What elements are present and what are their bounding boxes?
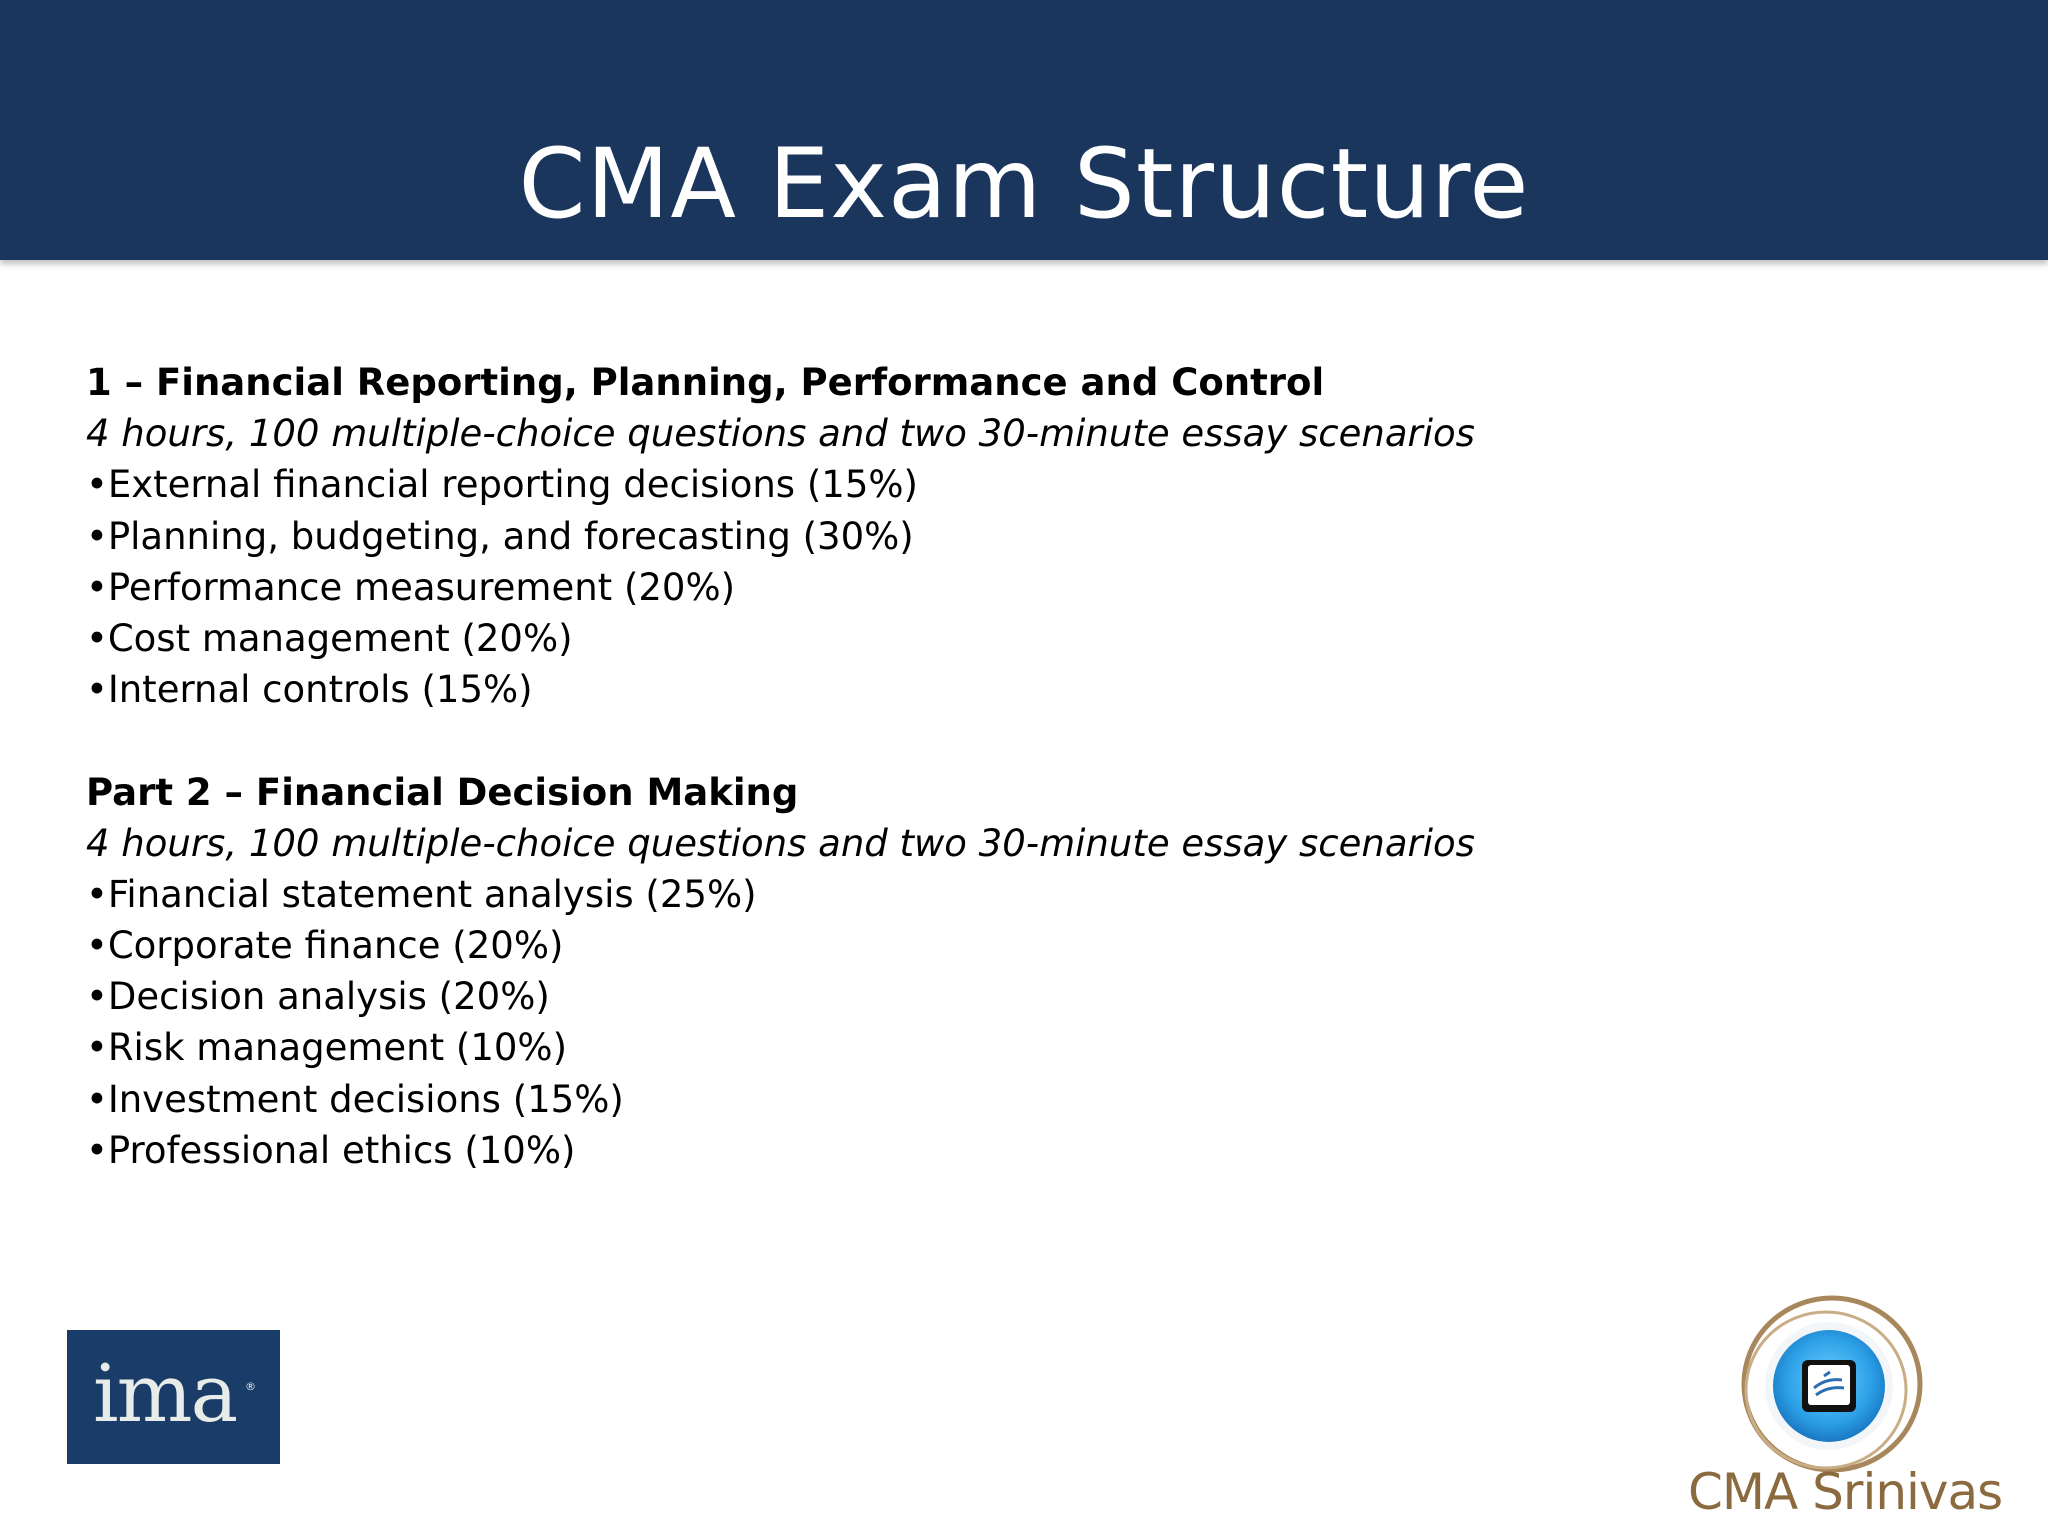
part2-item: •Investment decisions (15%) [86, 1077, 624, 1121]
part1-item: •Cost management (20%) [86, 616, 573, 660]
title-banner [0, 0, 2048, 260]
part2-section [86, 767, 1986, 1177]
cma-srinivas-logo-text: CMA Srinivas [1688, 1463, 2003, 1521]
slide-content [86, 357, 1986, 1176]
part2-subtitle: 4 hours, 100 multiple-choice questions and two 30-minute essay scenarios [86, 821, 1475, 865]
ima-logo [67, 1330, 280, 1464]
part1-heading: 1 – Financial Reporting, Planning, Performance and Control [86, 361, 1325, 404]
ima-logo-text: ima [93, 1347, 237, 1440]
part2-item: •Professional ethics (10%) [86, 1128, 576, 1172]
slide-title: CMA Exam Structure [518, 128, 1530, 240]
part1-item: •Internal controls (15%) [86, 668, 533, 712]
part2-item: •Decision analysis (20%) [86, 975, 550, 1019]
part1-item: •Performance measurement (20%) [86, 565, 736, 609]
part2-heading: Part 2 – Financial Decision Making [86, 770, 799, 814]
part1-subtitle: 4 hours, 100 multiple-choice questions and two 30-minute essay scenarios [86, 412, 1475, 456]
part1-section [86, 357, 1986, 715]
part2-item: •Corporate finance (20%) [86, 924, 564, 968]
part2-item: •Risk management (10%) [86, 1026, 567, 1070]
registered-mark: ® [245, 1380, 256, 1393]
section-spacer [86, 715, 1986, 766]
part1-item: •Planning, budgeting, and forecasting (30%) [86, 514, 914, 558]
part2-item: •Financial statement analysis (25%) [86, 872, 757, 916]
part1-item: •External financial reporting decisions (15%) [86, 463, 918, 507]
